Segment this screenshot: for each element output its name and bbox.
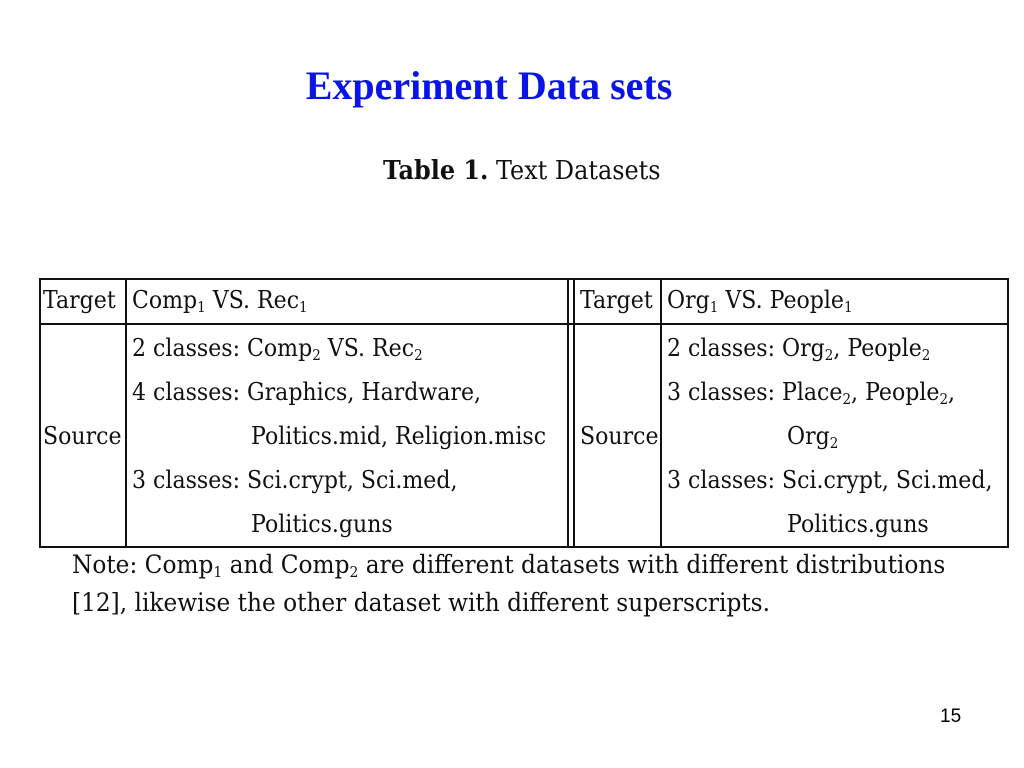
right-source-row-2 [667, 377, 955, 407]
table-border-left [39, 278, 41, 548]
left-target-b-sub: 1 [299, 298, 308, 316]
center-double-rule-a [567, 278, 569, 548]
left-row1-a: 2 classes: Comp [132, 333, 313, 362]
right-target-value [667, 285, 853, 315]
left-source-row-3: Politics.mid, Religion.misc [251, 421, 547, 450]
left-target-a: Comp [132, 285, 198, 314]
left-row1-a-sub: 2 [312, 346, 321, 364]
table-border-top [39, 278, 1009, 280]
note-c: are different datasets with different distributions [358, 550, 946, 579]
left-target-mid: VS. Rec [205, 285, 300, 314]
left-target-header: Target [43, 285, 116, 314]
left-source-row-5: Politics.guns [251, 509, 393, 538]
left-source-header: Source [43, 421, 122, 450]
table-header-rule [39, 323, 1009, 325]
center-double-rule-b [573, 278, 575, 548]
note-a: Note: Comp [72, 550, 214, 579]
table-note-line-2: [12], likewise the other dataset with different superscripts. [72, 588, 771, 617]
table-border-right [1007, 278, 1009, 548]
right-source-row-5: Politics.guns [787, 509, 929, 538]
right-row2-tail: , [948, 377, 956, 406]
right-row3-a: Org [787, 421, 830, 450]
left-source-row-4: 3 classes: Sci.crypt, Sci.med, [132, 465, 458, 494]
right-row1-a: 2 classes: Org [667, 333, 825, 362]
note-b: and Comp [222, 550, 350, 579]
table-border-bottom [39, 546, 1009, 548]
left-row1-b-sub: 2 [414, 346, 423, 364]
right-column-divider [660, 278, 662, 548]
right-row1-a-sub: 2 [824, 346, 834, 364]
right-source-row-1 [667, 333, 930, 363]
right-row2-a: 3 classes: Place [667, 377, 843, 406]
right-source-header: Source [580, 421, 659, 450]
datasets-table [39, 278, 1009, 548]
table-note-line-1 [72, 550, 945, 579]
note-b-sub: 2 [349, 563, 359, 581]
left-row1-mid: VS. Rec [320, 333, 415, 362]
left-source-row-1 [132, 333, 423, 363]
right-target-header: Target [580, 285, 653, 314]
right-row2-mid: , People [851, 377, 940, 406]
right-source-row-4: 3 classes: Sci.crypt, Sci.med, [667, 465, 993, 494]
left-target-value [132, 285, 308, 315]
right-source-row-3 [787, 421, 838, 451]
right-row1-mid: , People [833, 333, 922, 362]
right-target-b-sub: 1 [843, 298, 853, 316]
right-row3-a-sub: 2 [829, 434, 839, 452]
slide-title: Experiment Data sets [305, 63, 673, 108]
table-caption-label: Table 1. [383, 156, 489, 186]
page-number: 15 [940, 706, 962, 727]
table-caption [383, 156, 661, 186]
right-row1-b-sub: 2 [921, 346, 931, 364]
right-row2-a-sub: 2 [842, 390, 852, 408]
table-caption-text: Text Datasets [488, 156, 661, 186]
right-target-a-sub: 1 [709, 298, 719, 316]
right-row2-b-sub: 2 [939, 390, 949, 408]
right-target-mid: VS. People [718, 285, 844, 314]
note-a-sub: 1 [213, 563, 223, 581]
left-source-row-2: 4 classes: Graphics, Hardware, [132, 377, 482, 406]
right-target-a: Org [667, 285, 710, 314]
left-target-a-sub: 1 [197, 298, 206, 316]
left-column-divider [125, 278, 127, 548]
